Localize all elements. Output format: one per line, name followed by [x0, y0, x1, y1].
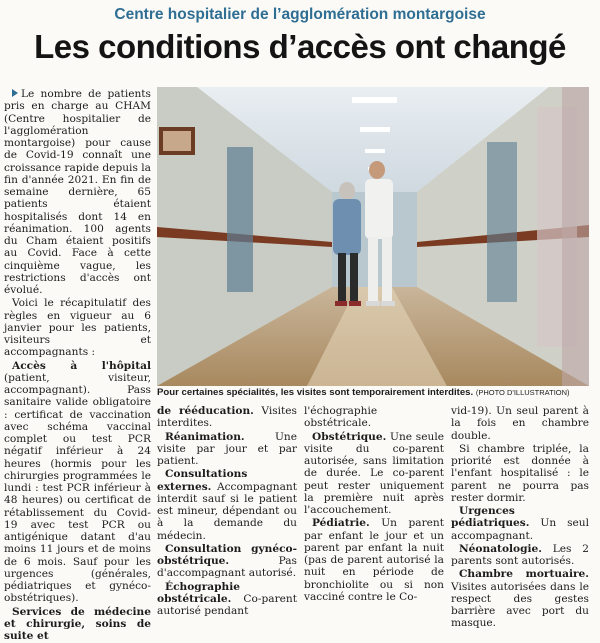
photo-caption	[157, 387, 589, 398]
intro-text: Le nombre de patients pris en charge au CHAM (Centre hospitalier de l'agglomération montargoise) pour cause de Covid-19 connaît une croissance rapide depuis la fin d'année 2021. En fin de semaine dernière, 65 patients étaient hospitalisés dont 14 en réanimation. 100 agents du Cham étaient positifs au Covid. Face à cette cinquième vague, les restrictions d'accès ont évolué.	[4, 88, 151, 296]
mort-text: Visites autorisées dans le respect des gestes barrière avec port du masque.	[451, 580, 589, 630]
gyneco-text: Pas d'accompagnant autorisé.	[157, 555, 297, 580]
services-heading-cont: de rééducation.	[157, 405, 254, 417]
acces-text: (patient, visiteur, accompagnant). Pass sanitaire valide obligatoire : certificat de vaccination avec schéma vaccinal complet ou test PCR négatif inférieur à 24 heures (hormis pour les chirurgies programmées le lundi : test PCR inférieur à 48 heures) ou certificat de rétablissement du Covid-19 avec test PCR ou antigénique datant d'au moins 11 jours et de moins de 6 mois. Sauf pour les urgences (générales, pédiatriques et gynéco-obstétriques).	[4, 371, 151, 605]
urg-heading: Urgences pédiatriques.	[451, 505, 530, 530]
neo-text: Les 2 parents sont autorisés.	[451, 542, 589, 567]
gyneco-heading: Consultation gynéco-obstétrique.	[157, 542, 297, 567]
services-text: Visites interdites.	[157, 405, 297, 430]
obst-text: Une seule visite du co-parent autorisée, sans limitation de durée. Le co-parent peut rester uniquement la première nuit après l'accouchement.	[304, 430, 444, 516]
article-paragraph: Voici le récapitulatif des règles en vigueur au 6 janvier pour les patients, visiteurs et accompagnants :	[4, 297, 151, 359]
lead-triangle-icon	[12, 89, 18, 97]
echo-paragraph	[157, 581, 297, 618]
rea-paragraph	[157, 431, 297, 468]
article-intro	[4, 88, 151, 296]
echo-heading: Échographie obstétricale.	[157, 580, 241, 605]
acces-paragraph	[4, 360, 151, 605]
caption-text: Pour certaines spécialités, les visites sont temporairement interdites.	[157, 387, 474, 398]
ped-heading: Pédiatrie.	[312, 517, 370, 530]
article-column-4	[451, 405, 589, 631]
headline: Les conditions d’accès ont changé	[34, 28, 566, 65]
article-column-1	[4, 88, 151, 643]
photo-credit: (PHOTO D'ILLUSTRATION)	[475, 388, 570, 397]
consult-heading: Consultations externes.	[157, 468, 248, 493]
ped-paragraph	[304, 517, 444, 603]
urg-paragraph	[451, 505, 589, 542]
services-heading: Services de médecine et chirurgie, soins de suite et	[4, 605, 151, 642]
rea-text: Une visite par jour et par patient.	[157, 430, 297, 467]
consult-paragraph	[157, 468, 297, 542]
echo-continuation: l'échographie obstétricale.	[304, 405, 378, 430]
corridor-illustration	[157, 87, 589, 386]
obst-paragraph	[304, 431, 444, 517]
article-column-3	[304, 405, 444, 604]
ped-text: Un parent par enfant le jour et un parent par enfant la nuit (pas de parent autorisé la nuit en période de bronchiolite ou si non vacciné contre le Co-	[304, 517, 444, 603]
consult-text: Accompagnant interdit sauf si le patient est mineur, dépendant ou à la demande du médecin.	[157, 480, 297, 542]
mort-heading: Chambre mortuaire.	[459, 568, 589, 581]
mort-paragraph	[451, 568, 589, 629]
services-paragraph	[4, 606, 151, 643]
echo-text: Co-parent autorisé pendant	[157, 592, 297, 617]
rea-heading: Réanimation.	[165, 430, 245, 443]
gyneco-paragraph	[157, 543, 297, 580]
article-column-2	[157, 405, 297, 618]
urg-text: Un seul accompagnant.	[451, 517, 589, 542]
kicker: Centre hospitalier de l’agglomération montargoise	[114, 6, 486, 23]
acces-heading: Accès à l'hôpital	[12, 359, 151, 372]
ped-continuation: vid-19). Un seul parent à la fois en chambre double.	[451, 405, 589, 442]
neo-heading: Néonatologie.	[459, 542, 542, 555]
services-continuation	[157, 405, 297, 430]
neo-paragraph	[451, 543, 589, 568]
hospital-corridor-photo	[157, 87, 589, 386]
triple-paragraph: Si chambre triplée, la priorité est donnée à l'enfant hospitalisé : le parent ne pourra pas rester dormir.	[451, 442, 589, 504]
obst-heading: Obstétrique.	[312, 430, 387, 443]
